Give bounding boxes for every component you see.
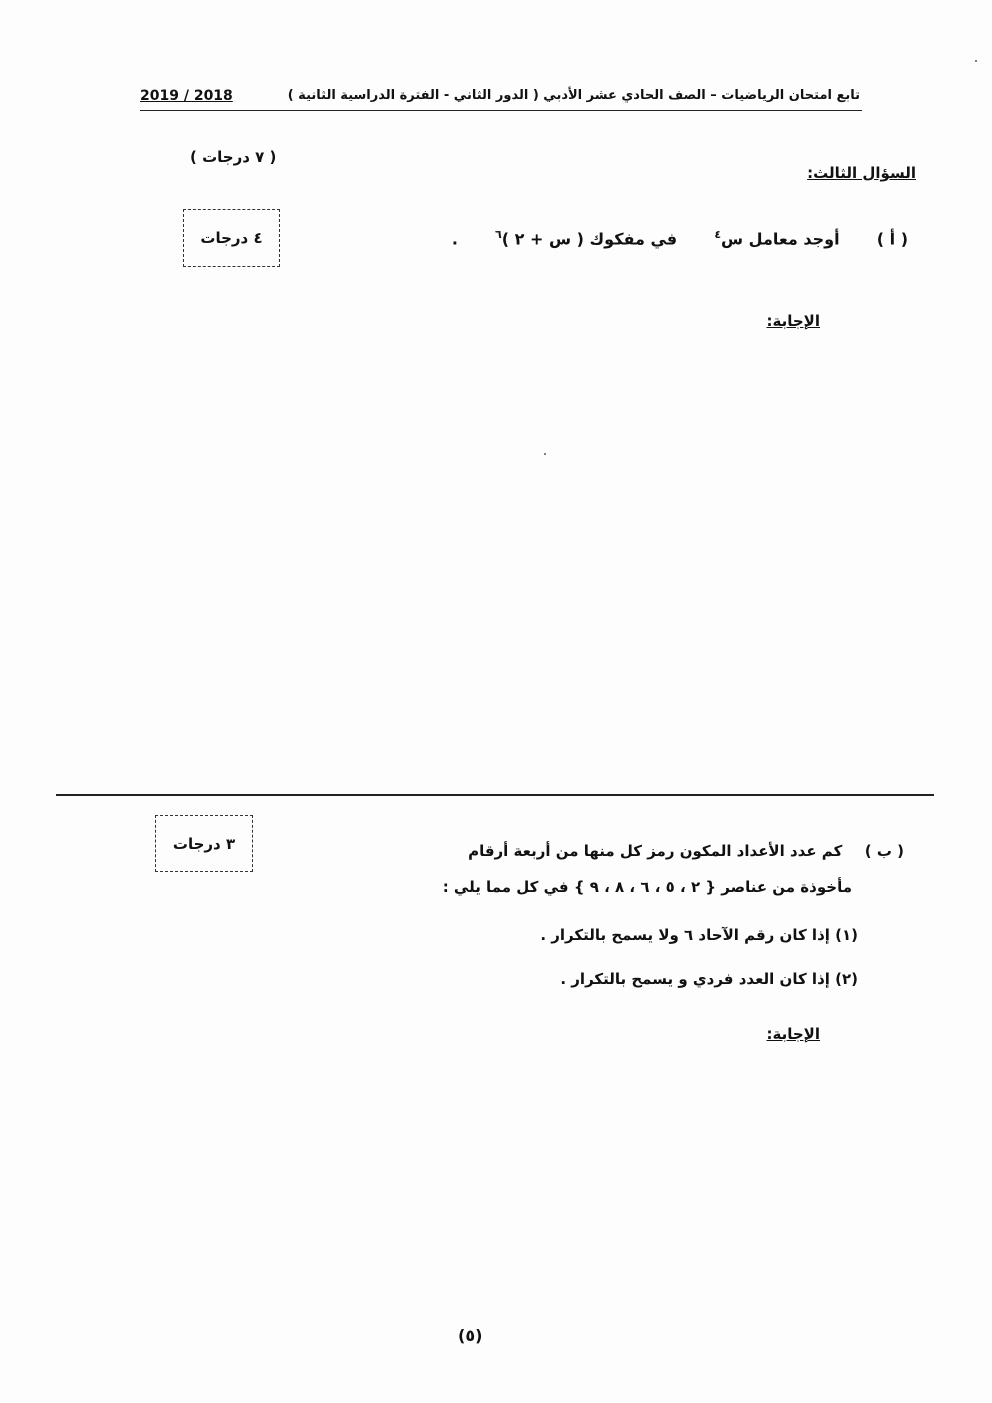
- header-title: تابع امتحان الرياضيات – الصف الحادي عشر الأدبي ( الدور الثاني - الفترة الدراسية الثانية ): [287, 88, 860, 103]
- header-year: 2019 / 2018: [140, 88, 233, 104]
- part-b-item-2: (٢) إذا كان العدد فردي و يسمح بالتكرار .: [560, 970, 858, 988]
- part-b-marks-box: [155, 815, 253, 872]
- part-a-marks-box: [183, 209, 280, 267]
- part-b-line-1-text: كم عدد الأعداد المكون رمز كل منها من أربعة أرقام: [468, 842, 843, 860]
- part-b-marks: ٣ درجات: [172, 834, 236, 853]
- header-underline: [140, 110, 862, 111]
- part-b-label: ( ب ): [864, 842, 904, 860]
- section-divider: [56, 794, 934, 796]
- part-a-text-before: أوجد معامل س: [721, 229, 840, 249]
- question-total-marks: ( ٧ درجات ): [190, 148, 277, 166]
- part-b-item-1: (١) إذا كان رقم الآحاد ٦ ولا يسمح بالتكرار .: [540, 926, 858, 944]
- scan-speck: [975, 60, 977, 62]
- part-a-answer-label: الإجابة:: [766, 312, 820, 330]
- part-a-label: ( أ ): [876, 229, 908, 249]
- part-b-answer-label: الإجابة:: [766, 1025, 820, 1043]
- part-a-power-x: ٤: [714, 228, 722, 241]
- part-a-end: .: [451, 229, 458, 249]
- part-b-line-2: مأخوذة من عناصر { ٢ ، ٥ ، ٦ ، ٨ ، ٩ } في كل مما يلي :: [442, 878, 852, 896]
- part-b-line-1: [468, 842, 904, 860]
- question-title: السؤال الثالث:: [807, 164, 916, 182]
- part-a-power-expansion: ٦: [495, 228, 502, 241]
- part-a-text-middle: في مفكوك ( س + ٢ ): [501, 229, 678, 249]
- scan-speck: [544, 453, 546, 455]
- part-a-marks: ٤ درجات: [200, 229, 263, 247]
- page-number: (٥): [458, 1326, 483, 1345]
- part-a-question: [452, 228, 908, 248]
